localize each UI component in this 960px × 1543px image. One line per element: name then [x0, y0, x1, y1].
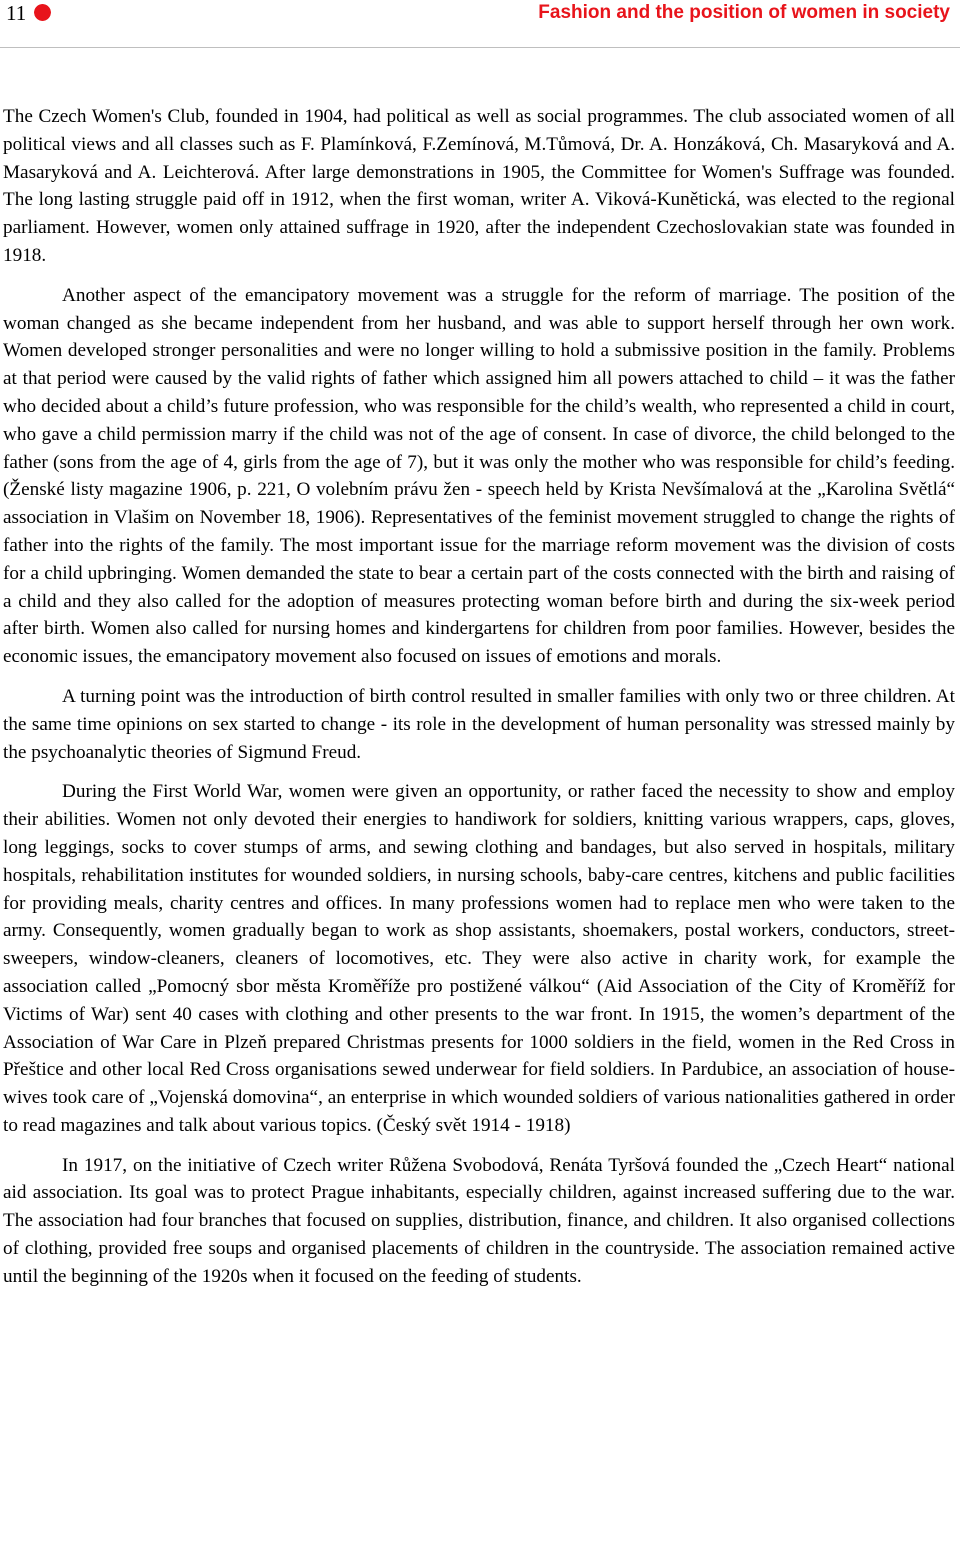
header-divider — [0, 47, 960, 48]
page-number: 11 — [6, 1, 27, 25]
article-body — [3, 103, 955, 1303]
paragraph-womens-club: The Czech Women's Club, founded in 1904, had political as well as social programmes. The club associated women of all political views and all classes such as F. Plamínková, F.Zemínová, M.Tůmová, Dr. A. Honzáková, Ch. Masaryková and A. Masaryková and A. Leichterová. After large demonstrations in 1905, the Committee for Women's Suffrage was founded. The long lasting struggle paid off in 1912, when the first woman, writer A. Viková-Kunětická, was elected to the regional parliament. However, women only attained suffrage in 1920, after the independent Czechoslovakian state was founded in 1918. — [3, 106, 955, 266]
red-dot-icon — [34, 4, 51, 21]
paragraph-first-world-war: During the First World War, women were given an opportunity, or rather faced the necessity to show and employ their abilities. Women not only devoted their energies to handiwork for soldiers, knitting various wrappers, caps, gloves, long leggings, socks to cover stumps of arms, and sewing clothing and bandages, but also served in hospitals, military hospitals, rehabilitation institutes for wounded soldiers, in nursing schools, baby-care centres, kitchens and public facilities for providing meals, charity centres and offices. In many professions women had to replace men who were taken to the army. Consequently, women gradually began to work as shop assistants, shoemakers, postal workers, conductors, street-sweepers, window-cleaners, cleaners of locomotives, etc. They were also active in charity work, for example the association called „Pomocný sbor města Kroměříže pro postižené válkou“ (Aid Association of the City of Kroměříž for Victims of War) sent 40 cases with clothing and other presents to the war front. In 1915, the women’s department of the Association of War Care in Plzeň prepared Christmas presents for 1000 soldiers in the field, women in the Red Cross in Přeštice and other local Red Cross organisations sewed underwear for field soldiers. In Pardubice, an association of house-wives took care of „Vojenská domovina“, an enterprise in which wounded soldiers of various nationalities gathered in order to read magazines and talk about various topics. (Český svět 1914 - 1918) — [3, 781, 955, 1136]
paragraph-czech-heart: In 1917, on the initiative of Czech writer Růžena Svobodová, Renáta Tyršová founded the „Czech Heart“ national aid association. Its goal was to protect Prague inhabitants, especially children, against increased suffering due to the war. The association had four branches that focused on supplies, distribution, finance, and children. It also organised collections of clothing, provided free soups and organised placements of children in the countryside. The association remained active until the beginning of the 1920s when it focused on the feeding of students. — [3, 1154, 955, 1287]
page-header — [0, 0, 960, 48]
running-title: Fashion and the position of women in society — [538, 2, 950, 23]
paragraph-marriage-reform: Another aspect of the emancipatory movement was a struggle for the reform of marriage. The position of the woman changed as she became independent from her husband, and was able to support herself through her own work. Women developed stronger personalities and were no longer willing to hold a submissive position in the family. Problems at that period were caused by the valid rights of father which assigned him all powers attached to child – it was the father who decided about a child’s future profession, who was responsible for the child’s wealth, who represented a child in court, who gave a child permission marry if the child was not of the age of consent. In case of divorce, the child belonged to the father (sons from the age of 4, girls from the age of 7), but it was only the mother who was responsible for child’s feeding. (Ženské listy magazine 1906, p. 221, O volebním právu žen - speech held by Krista Nevšímalová at the „Karolina Světlá“ association in Vlašim on November 18, 1906). Representatives of the feminist movement struggled to change the rights of father into the rights of the family. The most important issue for the marriage reform movement was the division of costs for a child upbringing. Women demanded the state to bear a certain part of the costs connected with the birth and raising of a child and they also called for the adoption of measures protecting woman before birth and during the six-week period after birth. Women also called for nursing homes and kindergartens for children from poor families. However, besides the economic issues, the emancipatory movement also focused on issues of emotions and morals. — [3, 284, 955, 668]
paragraph-birth-control: A turning point was the introduction of birth control resulted in smaller families with only two or three children. At the same time opinions on sex started to change - its role in the development of human personality was stressed mainly by the psychoanalytic theories of Sigmund Freud. — [3, 685, 955, 763]
